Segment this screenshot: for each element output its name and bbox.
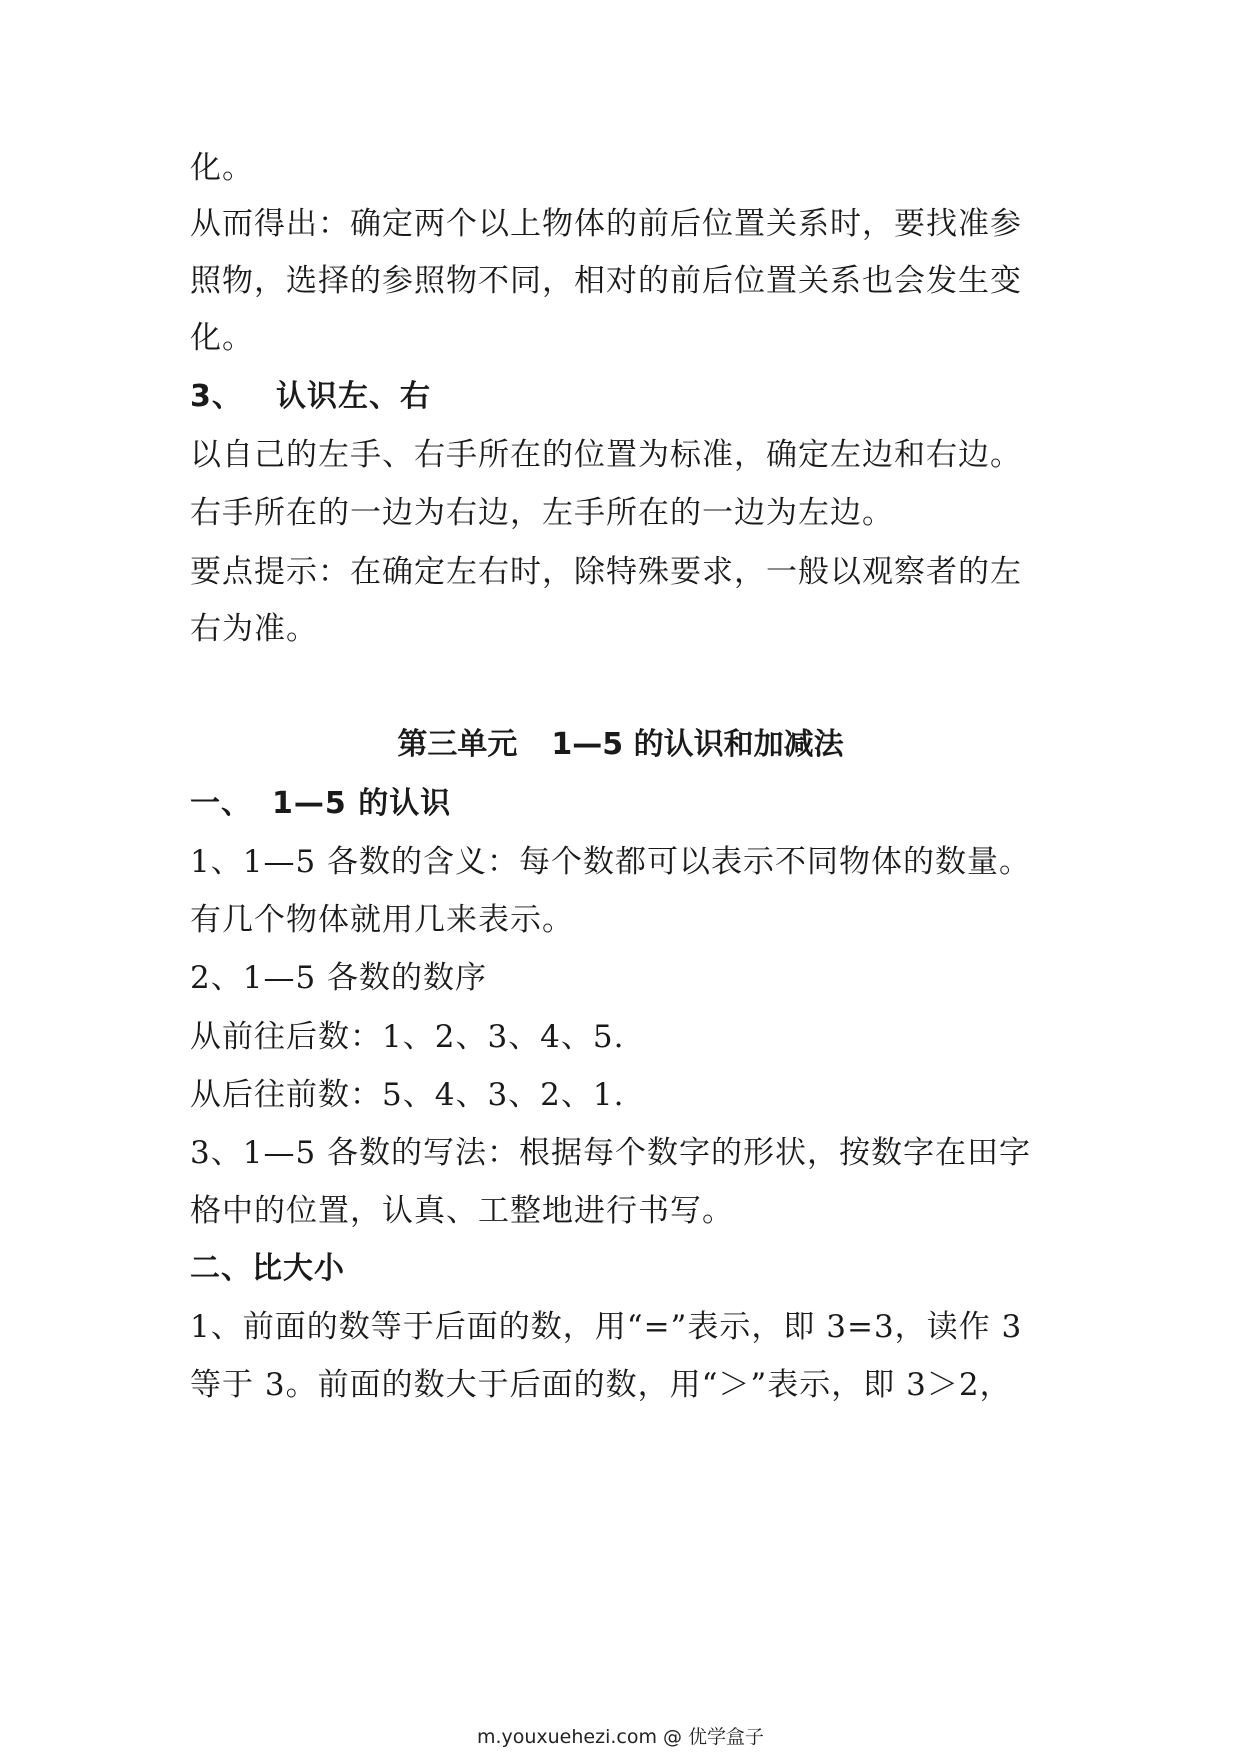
- text-line: 有几个物体就用几来表示。: [190, 902, 574, 938]
- text-line: 以自己的左手、右手所在的位置为标准，确定左边和右边。: [190, 437, 1022, 473]
- text-line: 要点提示：在确定左右时，除特殊要求，一般以观察者的左: [190, 554, 1022, 590]
- text-line: 化。: [190, 150, 254, 186]
- text-line: 2、1—5 各数的数序: [190, 960, 488, 996]
- text-line: 从前往后数：1、2、3、4、5.: [190, 1019, 625, 1055]
- part-title: 1—5 的认识: [272, 786, 452, 821]
- text-line: 1、前面的数等于后面的数，用“=”表示，即 3=3，读作 3: [190, 1309, 1023, 1345]
- text-line: 从后往前数：5、4、3、2、1.: [190, 1077, 625, 1113]
- unit-title: [0, 725, 1241, 765]
- text-line: 右为准。: [190, 611, 318, 647]
- unit-label: 第三单元: [397, 727, 518, 762]
- part-heading: 二、比大小: [190, 1251, 345, 1286]
- text-line: 等于 3。前面的数大于后面的数，用“＞”表示，即 3＞2，: [190, 1367, 1012, 1403]
- text-line: 照物，选择的参照物不同，相对的前后位置关系也会发生变: [190, 263, 1022, 299]
- footer-watermark: m.youxuehezi.com @ 优学盒子: [476, 1726, 765, 1748]
- text-line: 格中的位置，认真、工整地进行书写。: [190, 1193, 734, 1229]
- section-title: 认识左、右: [276, 379, 431, 414]
- section-number: 3、: [190, 379, 243, 414]
- part-number: 一、: [190, 786, 252, 821]
- text-line: 1、1—5 各数的含义：每个数都可以表示不同物体的数量。: [190, 844, 1032, 880]
- text-line: 化。: [190, 320, 254, 356]
- text-line: 从而得出：确定两个以上物体的前后位置关系时，要找准参: [190, 206, 1022, 242]
- part-heading: [190, 784, 451, 824]
- section-heading: [190, 377, 431, 417]
- unit-name: 1—5 的认识和加减法: [551, 727, 844, 762]
- text-line: 右手所在的一边为右边，左手所在的一边为左边。: [190, 495, 894, 531]
- text-line: 3、1—5 各数的写法：根据每个数字的形状，按数字在田字: [190, 1135, 1032, 1171]
